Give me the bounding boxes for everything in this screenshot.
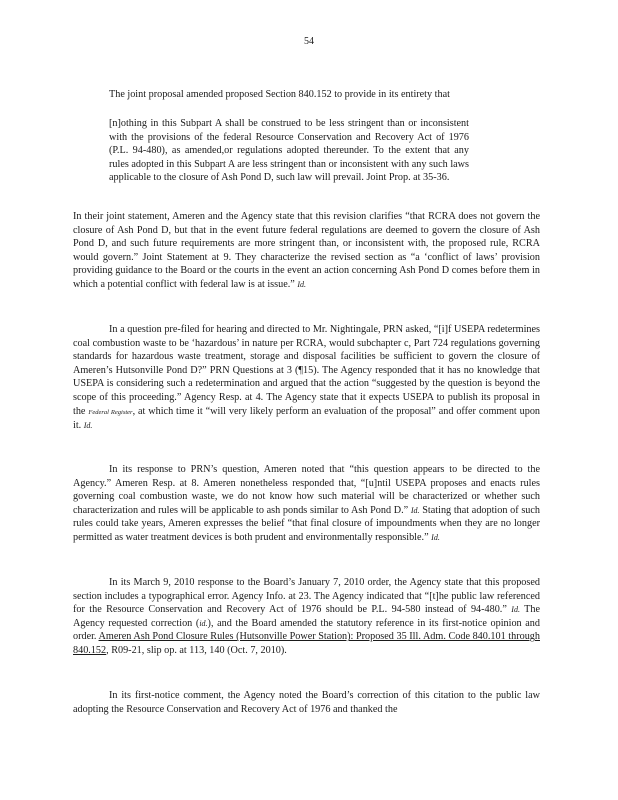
federal-register-citation: Federal Register: [88, 408, 133, 416]
paragraph-intro: The joint proposal amended proposed Section 840.152 to provide in its entirety that: [109, 89, 450, 100]
id-citation: Id.: [297, 279, 307, 289]
paragraph-agency-correction-end: , R09-21, slip op. at 113, 140 (Oct. 7, 2010).: [106, 644, 287, 656]
paragraph-prn-question-text: In a question pre-filed for hearing and directed to Mr. Nightingale, PRN asked, “[i]f USEPA redetermines coal combustion waste to be ‘hazardous’ in nature per RCRA, would subchapter c, Part 724 regulations governing standards for hazardous waste treatment, storage and disposal facilities be sufficient to govern the closure of Ameren’s Hutsonville Pond D?” PRN Questions at 3 (¶15). The Agency responded that it has no knowledge that USEPA is considering such a redetermination and argued that the action “suggested by the question is beyond the scope of this proceeding.” Agency Resp. at 4. The Agency state that it expects USEPA to publish its proposal in the: [73, 324, 540, 417]
id-citation: Id.: [410, 505, 420, 515]
paragraph-agency-correction: [73, 576, 540, 658]
id-citation: Id.: [431, 532, 440, 542]
paragraph-agency-correction-board: ), and the Board amended the statutory reference in its first-notice opinion and order.: [73, 617, 540, 643]
paragraph-joint-statement-text: In their joint statement, Ameren and the Agency state that this revision clarifies “that RCRA does not govern the closure of Ash Pond D, but that in the event future federal regulations are deemed to govern the closure of Ash Pond D, and such future requirements are more stringent than, or inconsistent with, the proposed rule, RCRA would govern.” Joint Statement at 9. They characterize the revised section as “a ‘conflict of laws’ provision providing guidance to the Board or the courts in the event an action concerning Ash Pond D comes before them in which a potential conflict with federal law is at issue.”: [73, 211, 540, 290]
page-number: 54: [304, 36, 314, 47]
id-citation: Id.: [83, 421, 93, 431]
paragraph-ameren-response-text-end: Stating that adoption of such rules could take years, Ameren expresses the belief “that final closure of impoundments when they are no longer permitted as water treatment devices is both prudent and environmentally responsible.”: [73, 504, 540, 543]
paragraph-prn-question: [73, 323, 540, 433]
paragraph-joint-statement: [73, 210, 540, 292]
paragraph-agency-correction-text: In its March 9, 2010 response to the Board’s January 7, 2010 order, the Agency state that this proposed section includes a typographical error. Agency Info. at 23. The Agency indicated that “[t]he public law referenced for the Resource Conservation and Recovery Act of 1976 should be P.L. 94-580 instead of 94-480.”: [73, 577, 540, 616]
paragraph-first-notice-comment: In its first-notice comment, the Agency noted the Board’s correction of this citation to the public law adopting the Resource Conservation and Recovery Act of 1976 and thanked the: [73, 690, 540, 715]
paragraph-ameren-response: [73, 463, 540, 545]
paragraph-ameren-response-text: In its response to PRN’s question, Ameren noted that “this question appears to be directed to the Agency.” Ameren Resp. at 8. Ameren nonetheless responded that, “[u]ntil USEPA proposes and enacts rules governing coal combustion waste, we do not know how such material will be characterized or whether such characterization and rules will be applicable to ash ponds similar to Ash Pond D.”: [73, 464, 540, 516]
case-citation: Ameren Ash Pond Closure Rules (Hutsonville Power Station): Proposed 35 Ill. Adm. Code 840.101 through 840.152: [73, 631, 540, 656]
id-citation: id.: [199, 618, 208, 628]
paragraph-agency-correction-request: The Agency requested correction (: [73, 604, 540, 629]
block-quote: [n]othing in this Subpart A shall be construed to be less stringent than or inconsistent with the provisions of the federal Resource Conservation and Recovery Act of 1976 (P.L. 94-480), as amended,or regulations adopted thereunder. To the extent that any rules adopted in this Subpart A are less stringent than or inconsistent with any such laws applicable to the closure of Ash Pond D, such law will prevail. Joint Prop. at 35-36.: [109, 118, 469, 184]
id-citation: Id.: [511, 605, 520, 615]
paragraph-prn-question-text-end: , at which time it “will very likely perform an evaluation of the proposal” and offer comment upon it.: [73, 405, 541, 432]
